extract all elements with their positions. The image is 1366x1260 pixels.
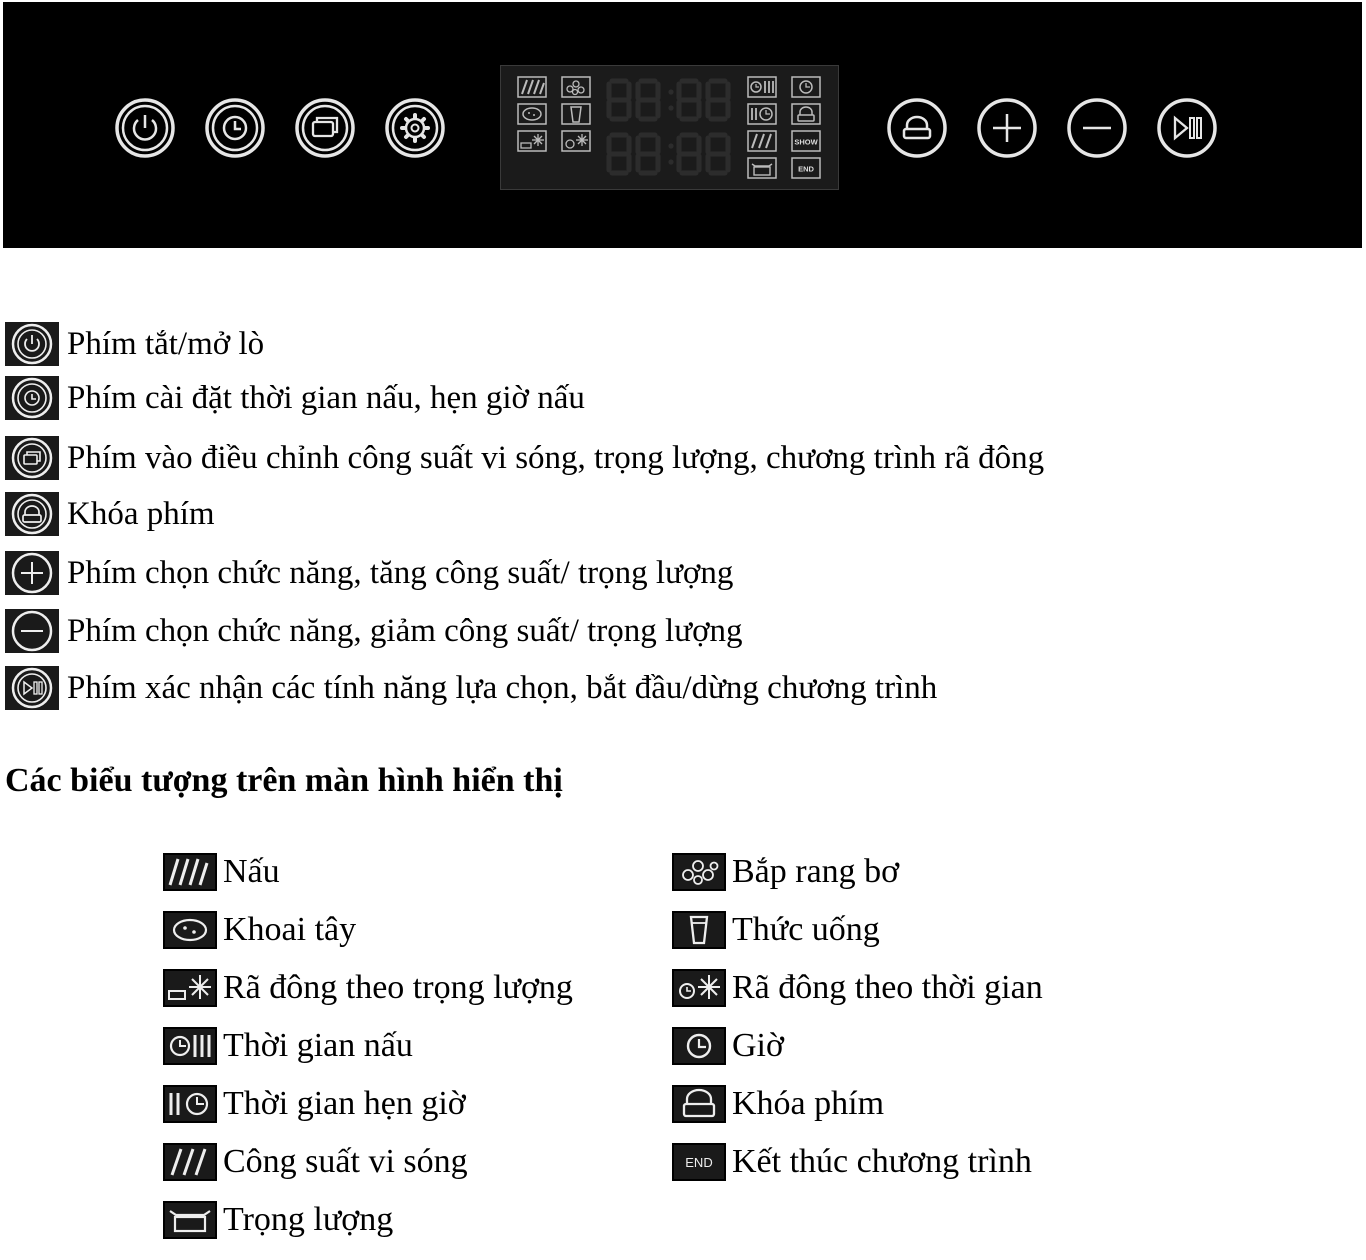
symbol-legend-item	[163, 1085, 466, 1123]
microwave-power-icon	[163, 1143, 217, 1181]
symbol-legend-label: Nấu	[223, 853, 280, 890]
minus-button[interactable]	[1067, 98, 1127, 158]
clock-icon	[205, 98, 265, 158]
clock-icon	[5, 376, 59, 420]
start-pause-button[interactable]	[1157, 98, 1217, 158]
beverage-icon	[561, 103, 591, 125]
svg-text:END: END	[685, 1155, 713, 1170]
clock-icon	[672, 1027, 726, 1065]
time-digits-bottom	[605, 132, 735, 176]
button-legend-label: Khóa phím	[67, 495, 215, 532]
button-legend-item	[5, 551, 733, 595]
symbol-legend-label: Thời gian nấu	[223, 1027, 413, 1064]
symbol-legend-label: Bắp rang bơ	[732, 853, 900, 890]
end-badge	[791, 157, 821, 179]
minus-icon	[1067, 98, 1127, 158]
symbol-legend-item	[672, 1027, 784, 1065]
symbols-heading: Các biểu tượng trên màn hình hiển thị	[5, 762, 563, 799]
power-icon	[115, 98, 175, 158]
button-legend-item	[5, 376, 585, 420]
symbol-legend-label: Rã đông theo trọng lượng	[223, 969, 573, 1006]
show-badge	[791, 130, 821, 152]
button-legend-item	[5, 492, 215, 536]
symbol-legend-label: Khoai tây	[223, 911, 357, 948]
microwave-power-icon	[747, 130, 777, 152]
weight-icon	[163, 1201, 217, 1239]
popcorn-icon	[672, 853, 726, 891]
symbol-legend-item	[672, 853, 899, 891]
lock-icon	[791, 103, 821, 125]
symbol-legend-item	[163, 969, 573, 1007]
lcd-display	[500, 65, 839, 190]
play-pause-icon	[5, 666, 59, 710]
cooking-waves-icon	[517, 76, 547, 98]
cooking-waves-icon	[163, 853, 217, 891]
potato-icon	[163, 911, 217, 949]
lock-button[interactable]	[887, 98, 947, 158]
symbol-legend-item	[163, 1143, 468, 1181]
symbol-legend-item	[672, 969, 1043, 1007]
symbol-legend-label: Công suất vi sóng	[223, 1143, 468, 1180]
end-icon	[672, 1143, 726, 1181]
lock-icon	[5, 492, 59, 536]
symbol-legend-item	[672, 1085, 884, 1123]
microwave-mode-button[interactable]	[295, 98, 355, 158]
control-panel	[3, 2, 1362, 248]
popcorn-icon	[561, 76, 591, 98]
button-legend-item	[5, 322, 264, 366]
button-legend-item	[5, 436, 1044, 480]
button-legend-item	[5, 609, 743, 653]
symbol-legend-label: Rã đông theo thời gian	[732, 969, 1043, 1006]
weight-defrost-icon	[517, 130, 547, 152]
delay-timer-icon	[747, 103, 777, 125]
symbol-legend-label: Giờ	[732, 1027, 784, 1064]
button-legend-label: Phím vào điều chỉnh công suất vi sóng, trọng lượng, chương trình rã đông	[67, 439, 1045, 476]
svg-text:END: END	[798, 164, 814, 174]
potato-icon	[517, 103, 547, 125]
symbol-legend-item	[672, 1143, 1032, 1181]
button-legend-label: Phím xác nhận các tính năng lựa chọn, bắt đầu/dừng chương trình	[67, 669, 938, 706]
weight-defrost-icon	[163, 969, 217, 1007]
svg-text:SHOW: SHOW	[794, 137, 818, 147]
plus-icon	[977, 98, 1037, 158]
weight-icon	[747, 157, 777, 179]
plus-icon	[5, 551, 59, 595]
cook-time-icon	[747, 76, 777, 98]
power-button[interactable]	[115, 98, 175, 158]
symbol-legend-item	[163, 911, 356, 949]
beverage-icon	[672, 911, 726, 949]
symbol-legend-item	[163, 853, 280, 891]
timer-button[interactable]	[205, 98, 265, 158]
symbol-legend-label: Khóa phím	[732, 1085, 885, 1122]
minus-icon	[5, 609, 59, 653]
symbol-legend-label: Kết thúc chương trình	[732, 1143, 1032, 1180]
button-legend-item	[5, 666, 937, 710]
plus-button[interactable]	[977, 98, 1037, 158]
time-digits-top	[605, 78, 735, 122]
settings-button[interactable]	[385, 98, 445, 158]
lock-icon	[672, 1085, 726, 1123]
button-legend-label: Phím chọn chức năng, giảm công suất/ trọng lượng	[67, 612, 743, 649]
power-icon	[5, 322, 59, 366]
symbol-legend-label: Thức uống	[732, 911, 880, 948]
gear-icon	[385, 98, 445, 158]
symbol-legend-label: Thời gian hẹn giờ	[223, 1085, 466, 1122]
cook-time-icon	[163, 1027, 217, 1065]
symbol-legend-label: Trọng lượng	[223, 1201, 394, 1238]
delay-timer-icon	[163, 1085, 217, 1123]
lock-icon	[887, 98, 947, 158]
button-legend-label: Phím tắt/mở lò	[67, 325, 265, 362]
symbol-legend-item	[163, 1027, 413, 1065]
clock-icon	[791, 76, 821, 98]
button-legend-label: Phím cài đặt thời gian nấu, hẹn giờ nấu	[67, 379, 585, 416]
symbol-legend-item	[672, 911, 880, 949]
microwave-mode-icon	[295, 98, 355, 158]
time-defrost-icon	[672, 969, 726, 1007]
play-pause-icon	[1157, 98, 1217, 158]
symbol-legend-item	[163, 1201, 393, 1239]
button-legend-label: Phím chọn chức năng, tăng công suất/ trọng lượng	[67, 554, 734, 591]
microwave-mode-icon	[5, 436, 59, 480]
time-defrost-icon	[561, 130, 591, 152]
